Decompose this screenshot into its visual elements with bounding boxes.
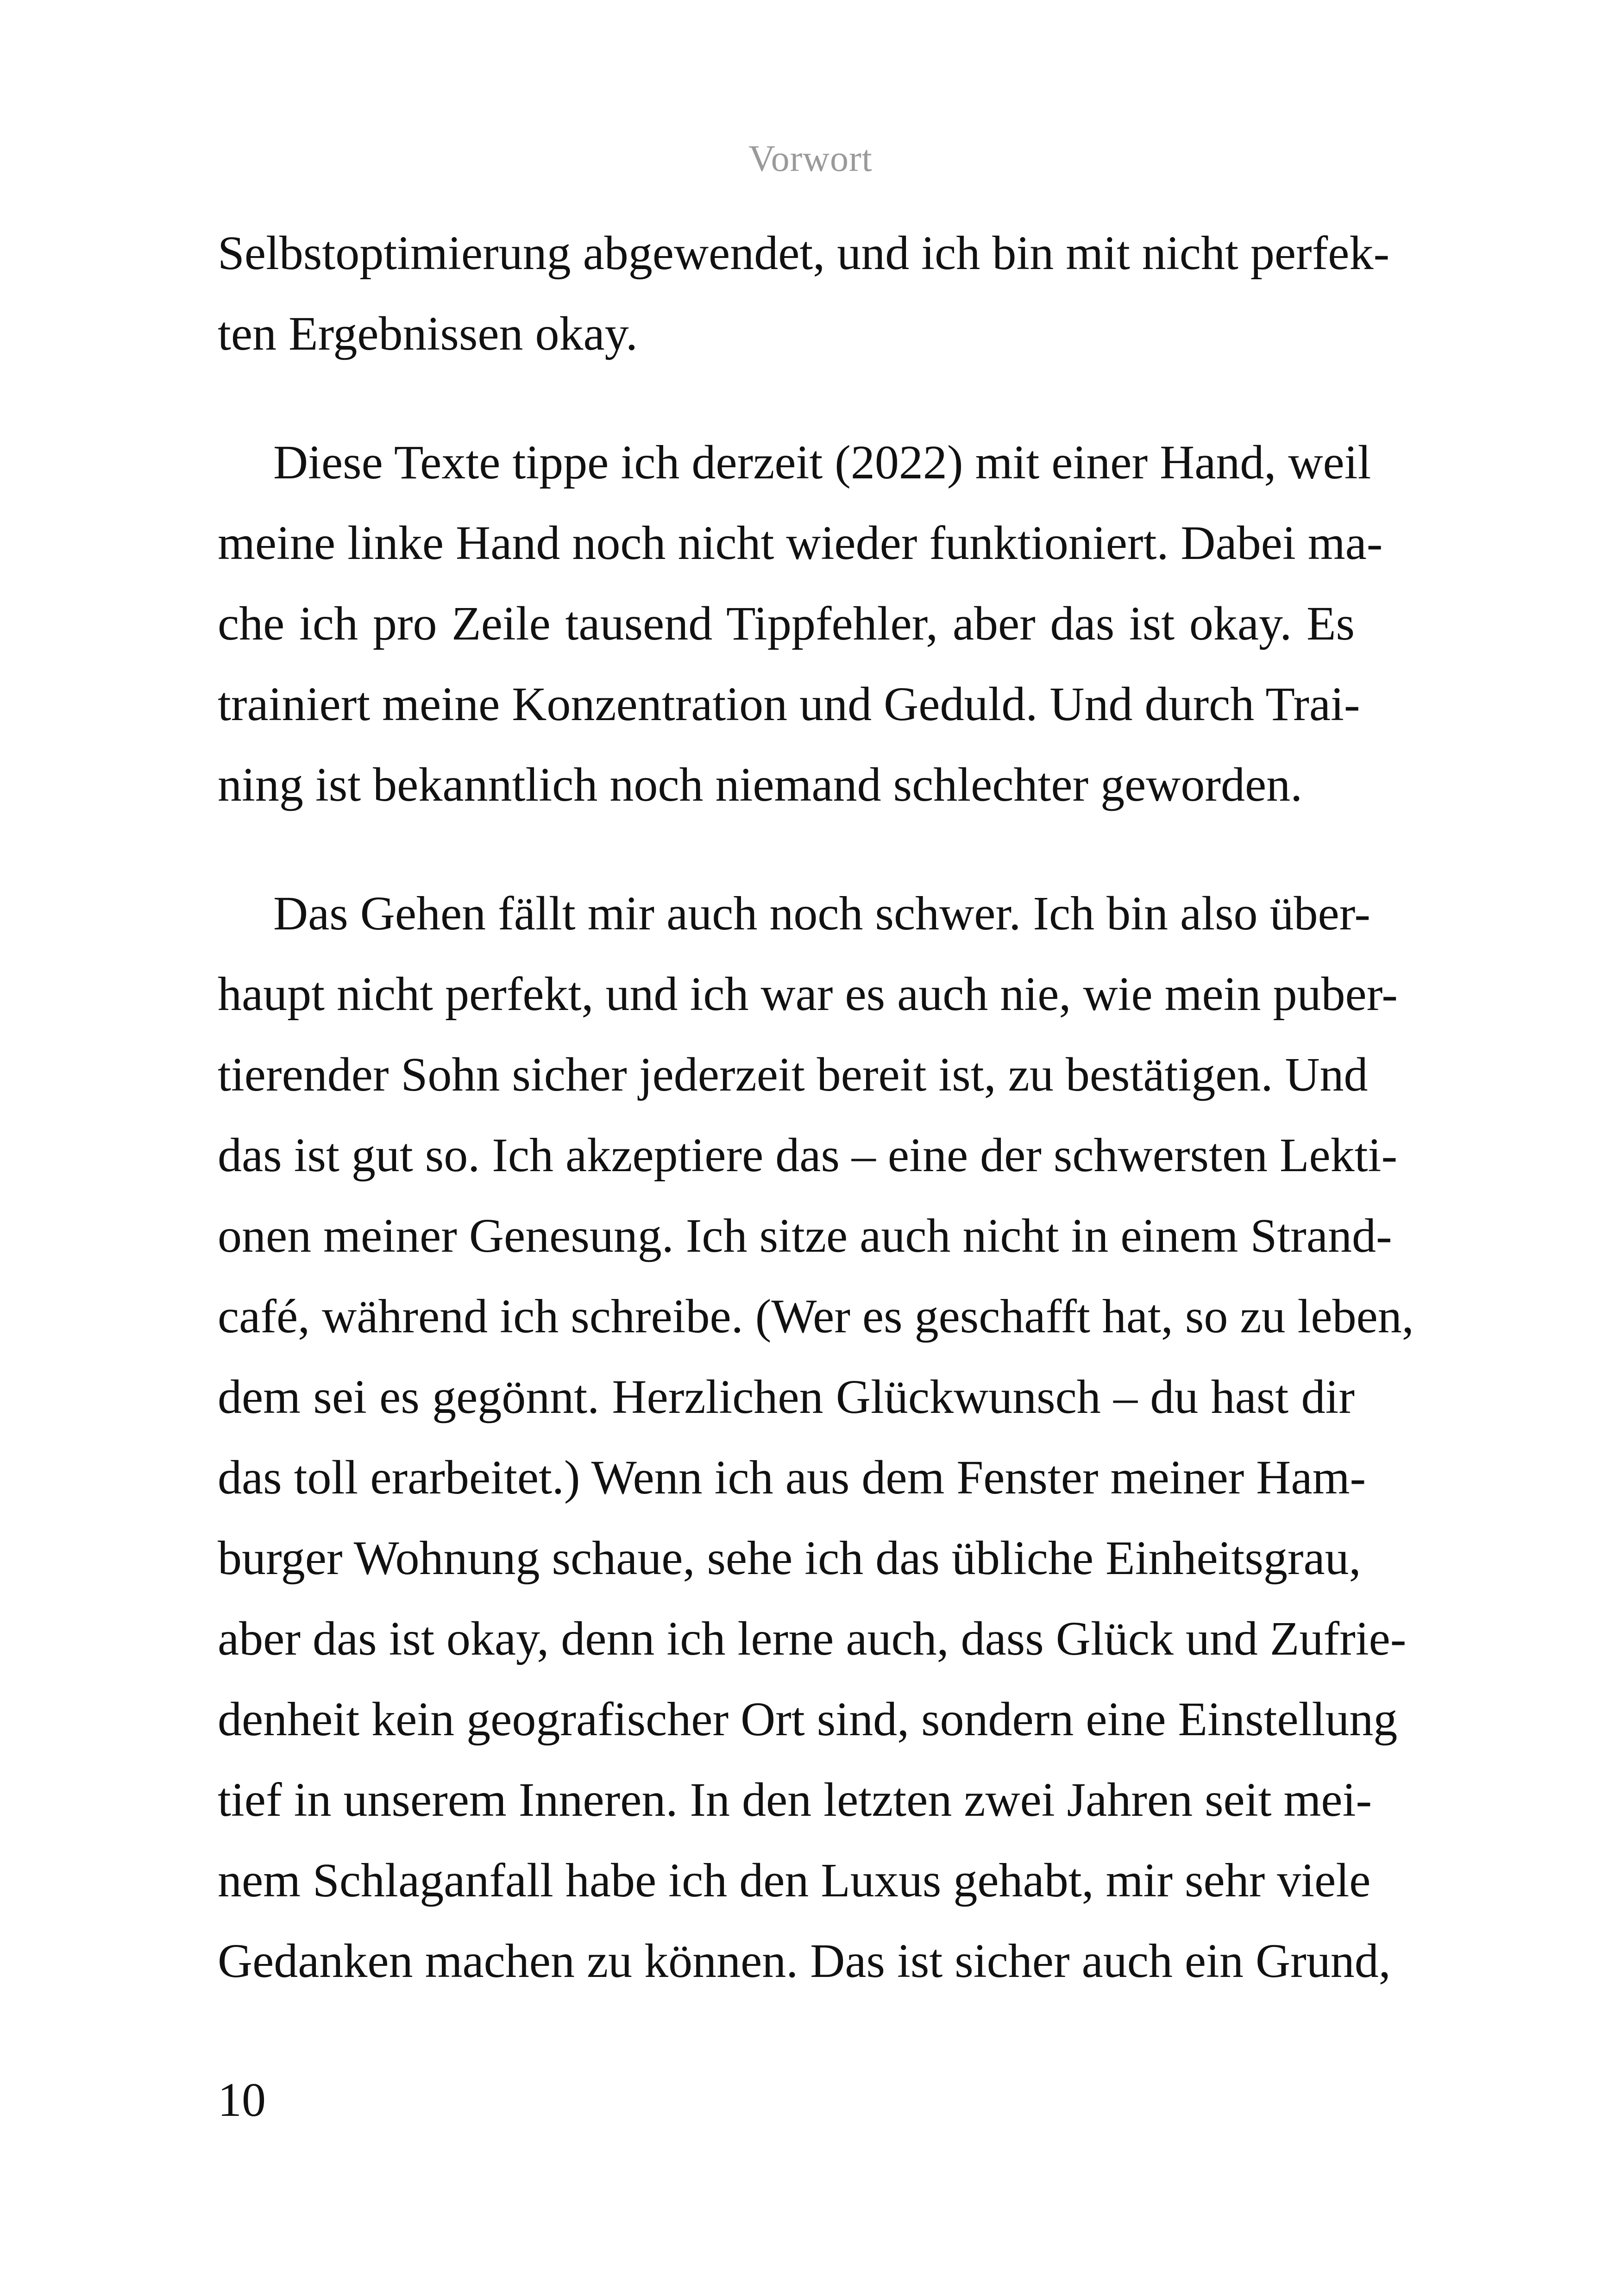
text-line: ten Ergebnissen okay. (218, 307, 638, 360)
text-line: meine linke Hand noch nicht wieder funktioniert. Dabei ma- (218, 516, 1383, 570)
text-line: burger Wohnung schaue, sehe ich das übliche Einheitsgrau, (218, 1531, 1361, 1585)
text-line: tierender Sohn sicher jederzeit bereit ist, zu bestätigen. Und (218, 1048, 1368, 1101)
text-line: ning ist bekanntlich noch niemand schlechter geworden. (218, 758, 1303, 811)
text-line: Das Gehen fällt mir auch noch schwer. Ich bin also über- (273, 887, 1370, 940)
text-line: che ich pro Zeile tausend Tippfehler, aber das ist okay. Es (218, 597, 1355, 650)
text-line: das ist gut so. Ich akzeptiere das – eine der schwersten Lekti- (218, 1129, 1398, 1182)
text-line: onen meiner Genesung. Ich sitze auch nicht in einem Strand- (218, 1209, 1392, 1262)
text-line: Diese Texte tippe ich derzeit (2022) mit einer Hand, weil (273, 436, 1371, 489)
paragraph-gap (218, 374, 1355, 422)
text-line: dem sei es gegönnt. Herzlichen Glückwunsch – du hast dir (218, 1370, 1355, 1424)
text-line: das toll erarbeitet.) Wenn ich aus dem Fenster meiner Ham- (218, 1451, 1366, 1504)
paragraph-gap (218, 825, 1355, 873)
text-line: aber das ist okay, denn ich lerne auch, dass Glück und Zufrie- (218, 1612, 1407, 1665)
text-line: Selbstoptimierung abgewendet, und ich bin mit nicht perfek- (218, 226, 1390, 280)
text-line: denheit kein geografischer Ort sind, sondern eine Einstellung (218, 1693, 1398, 1746)
text-line: haupt nicht perfekt, und ich war es auch nie, wie mein puber- (218, 967, 1398, 1021)
text-line: tief in unserem Inneren. In den letzten zwei Jahren seit mei- (218, 1773, 1372, 1826)
text-line: trainiert meine Konzentration und Geduld. Und durch Trai- (218, 678, 1360, 731)
page-number: 10 (218, 2073, 266, 2127)
text-line: Gedanken machen zu können. Das ist sicher auch ein Grund, (218, 1934, 1391, 1988)
text-line: café, während ich schreibe. (Wer es geschafft hat, so zu leben, (218, 1290, 1414, 1343)
text-line: nem Schlaganfall habe ich den Luxus gehabt, mir sehr viele (218, 1854, 1371, 1907)
body-text (218, 213, 1414, 2001)
running-head: Vorwort (748, 138, 873, 179)
